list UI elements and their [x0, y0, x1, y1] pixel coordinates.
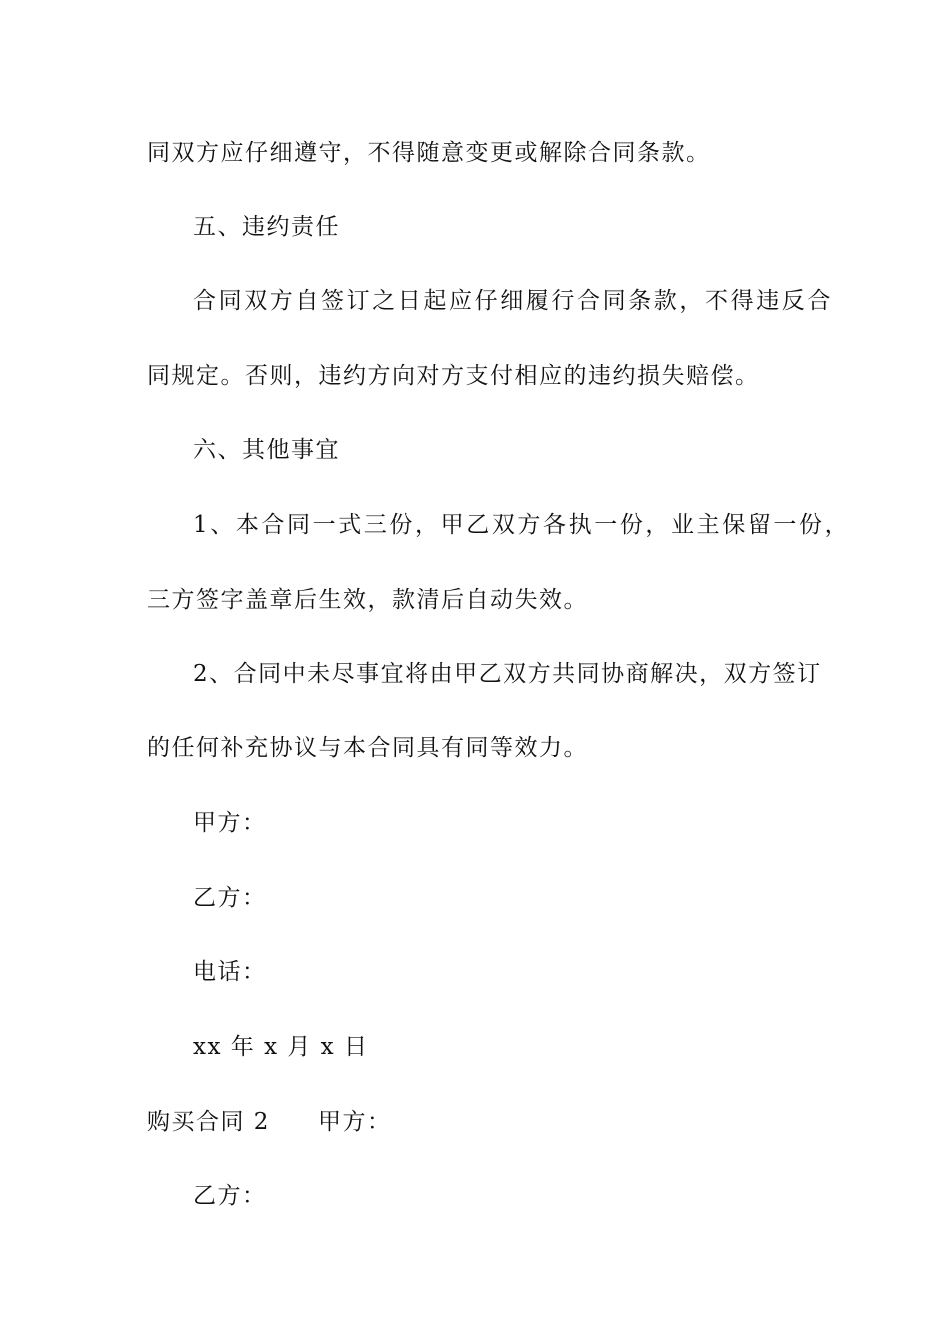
clause-2-line-1: 2、合同中未尽事宜将由甲乙双方共同协商解决，双方签订	[193, 661, 822, 687]
clause-1-line-1: 1、本合同一式三份，甲乙双方各执一份，业主保留一份，	[193, 512, 851, 538]
party-b-label: 乙方：	[193, 885, 267, 911]
contract-2-party-a-label: 甲方：	[317, 1109, 392, 1135]
clause-1-line-2: 三方签字盖章后生效，款清后自动失效。	[147, 587, 588, 613]
section-heading-other-matters: 六、其他事宜	[193, 437, 340, 463]
clause-2-line-2: 的任何补充协议与本合同具有同等效力。	[147, 735, 588, 761]
contract-2-header-line	[147, 1107, 391, 1137]
section-heading-breach-liability: 五、违约责任	[193, 214, 340, 240]
paragraph-breach-line-2: 同规定。否则，违约方向对方支付相应的违约损失赔偿。	[147, 363, 760, 389]
date-line: xx 年 x 月 x 日	[193, 1034, 369, 1060]
phone-label: 电话：	[193, 959, 267, 985]
paragraph-continuation-line: 同双方应仔细遵守，不得随意变更或解除合同条款。	[147, 140, 711, 166]
paragraph-breach-line-1: 合同双方自签订之日起应仔细履行合同条款，不得违反合	[193, 288, 833, 314]
contract-2-title: 购买合同 2	[147, 1109, 270, 1135]
contract-2-party-b-label: 乙方：	[193, 1183, 267, 1209]
party-a-label: 甲方：	[193, 810, 267, 836]
